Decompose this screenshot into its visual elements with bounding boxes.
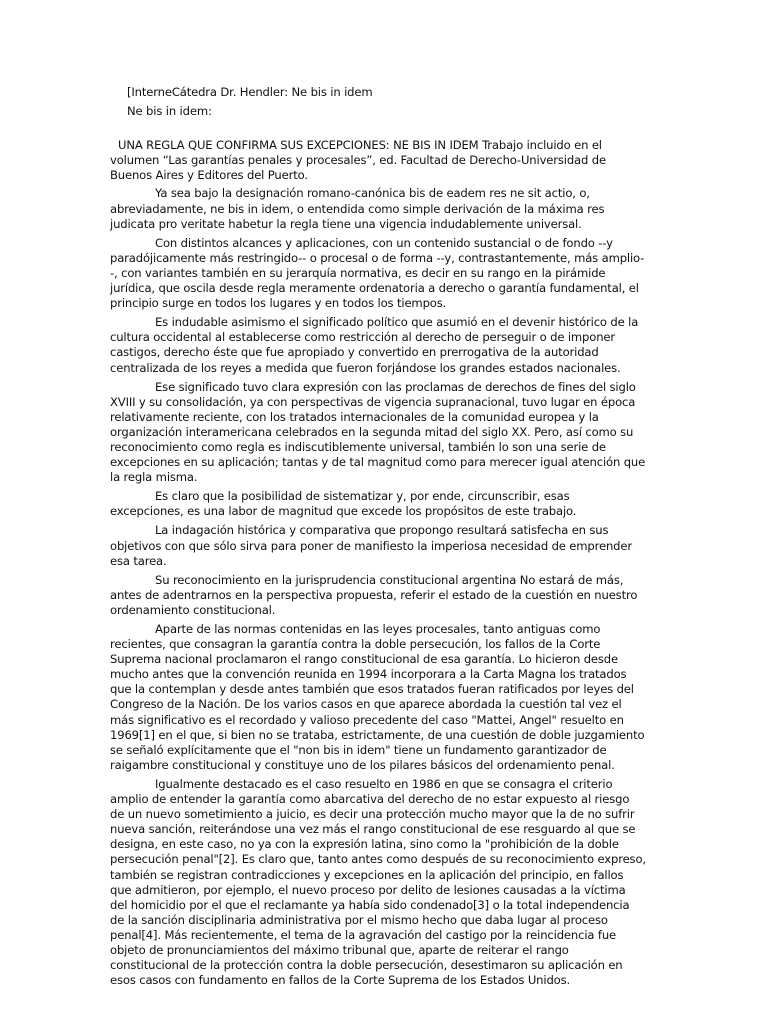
paragraph-8: Aparte de las normas contenidas en las leyes procesales, tanto antiguas como recientes, que consagran la garantía contra la doble persecución, los fallos de la Corte Suprema nacional proclamaron el rango constitucional de esa garantía. Lo hicieron desde mucho antes que la convención reunida en 1994 incorporara a la Carta Magna los tratados que la contemplan y desde antes también que esos tratados fueran ratificados por leyes del Congreso de la Nación. De los varios casos en que aparece abordada la cuestión tal vez el más significativo es el recordado y valioso precedente del caso "Mattei, Angel" resuelto en 1969[1] en el que, si bien no se trataba, estrictamente, de una cuestión de doble juzgamiento se señaló explícitamente que el "non bis in idem" tiene un fundamento garantizador de raigambre constitucional y constituye uno de los pilares básicos del ordenamiento penal. bbox=[110, 622, 645, 772]
document-page bbox=[110, 85, 646, 992]
paragraph-9: Igualmente destacado es el caso resuelto en 1986 en que se consagra el criterio amplio de entender la garantía como abarcativa del derecho de no estar expuesto al riesgo de un nuevo sometimiento a juicio, es decir una protección mucho mayor que la de no sufrir nueva sanción, reiterándose una vez más el rango constitucional de ese resguardo al que se designa, en este caso, no ya con la expresión latina, sino como la "prohibición de la doble persecución penal"[2]. Es claro que, tanto antes como después de su reconocimiento expreso, también se registran contradicciones y excepciones en la aplicación del principio, en fallos que admitieron, por ejemplo, el nuevo proceso por delito de lesiones causadas a la víctima del homicidio por el que el reclamante ya había sido condenado[3] o la total independencia de la sanción disciplinaria administrativa por el mismo hecho que daba lugar al proceso penal[4]. Más recientemente, el tema de la agravación del castigo por la reincidencia fue objeto de pronunciamientos del máximo tribunal que, aparte de reiterar el rango constitucional de la protección contra la doble persecución, desestimaron su aplicación en esos casos con fundamento en fallos de la Corte Suprema de los Estados Unidos. bbox=[110, 776, 646, 988]
paragraph-7: Su reconocimiento en la jurisprudencia constitucional argentina No estará de más, antes de adentrarnos en la perspectiva propuesta, referir el estado de la cuestión en nuestro ordenamiento constitucional. bbox=[110, 572, 638, 617]
document-intro: UNA REGLA QUE CONFIRMA SUS EXCEPCIONES: NE BIS IN IDEM Trabajo incluido en el volumen “Las garantías penales y procesales”, ed. Facultad de Derecho-Universidad de Buenos Aires y Editores del Puerto. bbox=[110, 138, 606, 183]
paragraph-2: Con distintos alcances y aplicaciones, con un contenido sustancial o de fondo --y paradójicamente más restringido-- o procesal o de forma --y, contrastantemente, más amplio--, con variantes también en su jerarquía normativa, es decir en su rango en la pirámide jurídica, que oscila desde regla meramente ordenatoria a derecho o garantía fundamental, el principio surge en todos los lugares y en todos los tiempos. bbox=[110, 235, 645, 311]
paragraph-5: Es claro que la posibilidad de sistematizar y, por ende, circunscribir, esas excepciones, es una labor de magnitud que excede los propósitos de este trabajo. bbox=[110, 489, 577, 519]
document-subheader-line: Ne bis in idem: bbox=[127, 104, 212, 119]
paragraph-4: Ese significado tuvo clara expresión con las proclamas de derechos de fines del siglo XVIII y su consolidación, ya con perspectivas de vigencia supranacional, tuvo lugar en época relativamente reciente, con los tratados internacionales de la comunidad europea y la organización interamericana celebrados en la segunda mitad del siglo XX. Pero, así como su reconocimiento como regla es indiscutiblemente universal, también lo son una serie de excepciones en su aplicación; tantas y de tal magnitud como para merecer igual atención que la regla misma. bbox=[110, 379, 646, 485]
document-header-line: [InterneCátedra Dr. Hendler: Ne bis in idem bbox=[127, 85, 373, 99]
paragraph-3: Es indudable asimismo el significado político que asumió en el devenir histórico de la cultura occidental al establecerse como restricción al derecho de perseguir o de imponer castigos, derecho éste que fue apropiado y convertido en prerrogativa de la autoridad centralizada de los reyes a medida que fueron forjándose los grandes estados nacionales. bbox=[110, 315, 639, 375]
paragraph-1: Ya sea bajo la designación romano-canónica bis de eadem res ne sit actio, o, abreviadamente, ne bis in idem, o entendida como simple derivación de la máxima res judicata pro veritate habetur la regla tiene una vigencia indudablemente universal. bbox=[110, 186, 605, 231]
paragraph-6: La indagación histórica y comparativa que propongo resultará satisfecha en sus objetivos con que sólo sirva para poner de manifiesto la imperiosa necesidad de emprender esa tarea. bbox=[110, 523, 632, 568]
